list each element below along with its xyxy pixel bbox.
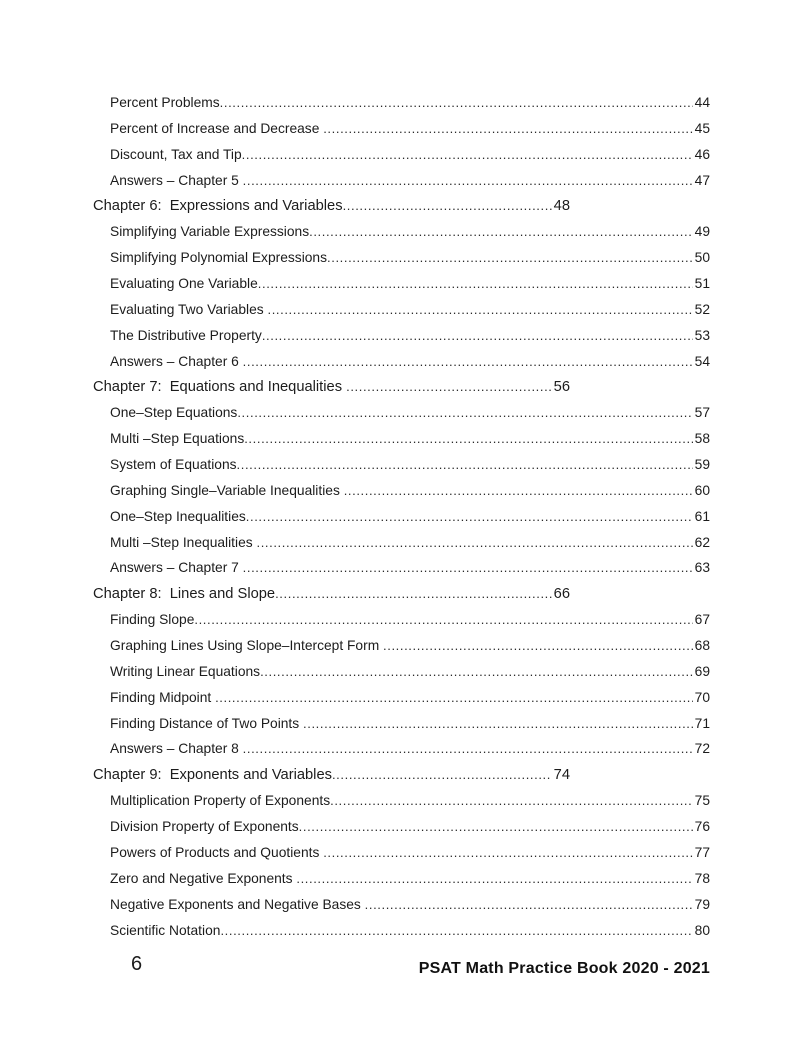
toc-entry-label: Negative Exponents and Negative Bases	[110, 896, 365, 912]
toc-item-row	[93, 685, 710, 711]
toc-item-row	[93, 297, 710, 323]
toc-entry-label: Finding Distance of Two Points	[110, 715, 304, 731]
toc-entry-label: Answers – Chapter 8	[110, 741, 243, 757]
toc-entry-label: Discount, Tax and Tip	[110, 146, 242, 162]
toc-entry-page: 68	[694, 638, 710, 654]
toc-entry-page: 59	[694, 457, 710, 473]
dot-leader	[237, 452, 693, 478]
dot-leader	[243, 168, 693, 194]
toc-entry-page: 78	[694, 870, 710, 886]
toc-item-row	[93, 271, 710, 297]
toc-entry-label: Simplifying Variable Expressions	[110, 224, 310, 240]
toc-entry-label: The Distributive Property	[110, 327, 262, 343]
dot-leader	[346, 374, 552, 400]
dot-leader	[194, 607, 692, 633]
toc-item-row	[93, 892, 710, 918]
dot-leader	[332, 762, 552, 788]
footer-page-number: 6	[131, 953, 143, 975]
toc-item-row	[93, 736, 710, 762]
toc-entry-label: Chapter 8: Lines and Slope	[93, 586, 276, 603]
toc-entry-page: 74	[553, 767, 570, 784]
toc-entry-page: 56	[553, 379, 570, 396]
toc-entry-page: 54	[694, 353, 710, 369]
toc-entry-label: Multi –Step Inequalities	[110, 534, 257, 550]
toc-entry-page: 58	[694, 431, 710, 447]
dot-leader	[296, 866, 692, 892]
toc-entry-page: 79	[694, 896, 710, 912]
toc-entry-page: 48	[553, 198, 570, 215]
toc-item-row	[93, 659, 710, 685]
toc-item-row	[93, 814, 710, 840]
toc-entry-label: Finding Slope	[110, 612, 195, 628]
toc-entry-label: Finding Midpoint	[110, 689, 216, 705]
toc-entry-label: Answers – Chapter 7	[110, 560, 243, 576]
toc-item-row	[93, 711, 710, 737]
toc-entry-label: Multi –Step Equations	[110, 431, 245, 447]
toc-entry-page: 63	[694, 560, 710, 576]
dot-leader	[243, 555, 693, 581]
toc-entry-page: 75	[694, 793, 710, 809]
dot-leader	[258, 271, 693, 297]
dot-leader	[343, 193, 552, 219]
dot-leader	[244, 426, 692, 452]
toc-entry-page: 72	[694, 741, 710, 757]
toc-item-row	[93, 788, 710, 814]
toc-entry-label: Chapter 9: Exponents and Variables	[93, 767, 332, 784]
toc-entry-page: 49	[694, 224, 710, 240]
toc-entry-label: Powers of Products and Quotients	[110, 844, 324, 860]
toc-entry-page: 46	[694, 146, 710, 162]
toc-item-row	[93, 116, 710, 142]
toc-entry-label: Evaluating Two Variables	[110, 301, 268, 317]
toc-entry-label: Chapter 6: Expressions and Variables	[93, 198, 343, 215]
toc-entry-page: 76	[694, 819, 710, 835]
toc-entry-label: System of Equations	[110, 457, 237, 473]
toc-item-row	[93, 426, 710, 452]
toc-entry-label: Multiplication Property of Exponents	[110, 793, 331, 809]
toc-item-row	[93, 504, 710, 530]
toc-item-row	[93, 400, 710, 426]
dot-leader	[237, 400, 692, 426]
toc-item-row	[93, 349, 710, 375]
toc-entry-label: Division Property of Exponents	[110, 819, 299, 835]
dot-leader	[327, 245, 693, 271]
dot-leader	[256, 530, 692, 556]
toc-item-row	[93, 866, 710, 892]
toc-item-row	[93, 918, 710, 944]
toc-item-row	[93, 607, 710, 633]
dot-leader	[383, 633, 693, 659]
toc-entry-page: 80	[694, 922, 710, 938]
toc-chapter-row	[93, 193, 570, 219]
dot-leader	[309, 219, 693, 245]
toc-item-row	[93, 90, 710, 116]
toc-entry-page: 71	[694, 715, 710, 731]
toc-entry-label: One–Step Inequalities	[110, 508, 246, 524]
toc-entry-page: 47	[694, 172, 710, 188]
dot-leader	[220, 90, 693, 116]
toc-item-row	[93, 840, 710, 866]
toc-entry-page: 67	[694, 612, 710, 628]
toc-entry-page: 45	[694, 120, 710, 136]
toc-chapter-row	[93, 581, 570, 607]
toc-entry-label: Zero and Negative Exponents	[110, 870, 297, 886]
dot-leader	[267, 297, 692, 323]
toc-entry-label: Scientific Notation	[110, 922, 221, 938]
toc-entry-label: Chapter 7: Equations and Inequalities	[93, 379, 347, 396]
toc-entry-label: Writing Linear Equations	[110, 663, 261, 679]
table-of-contents	[93, 90, 710, 943]
toc-entry-label: Evaluating One Variable	[110, 276, 258, 292]
toc-entry-page: 50	[694, 250, 710, 266]
dot-leader	[275, 581, 552, 607]
dot-leader	[220, 918, 692, 944]
dot-leader	[262, 323, 693, 349]
toc-entry-page: 70	[694, 689, 710, 705]
toc-entry-page: 53	[694, 327, 710, 343]
toc-entry-label: Answers – Chapter 5	[110, 172, 243, 188]
toc-entry-page: 57	[694, 405, 710, 421]
toc-item-row	[93, 633, 710, 659]
toc-chapter-row	[93, 762, 570, 788]
toc-entry-page: 77	[694, 844, 710, 860]
toc-entry-page: 69	[694, 663, 710, 679]
dot-leader	[242, 142, 693, 168]
dot-leader	[243, 736, 693, 762]
dot-leader	[323, 116, 692, 142]
toc-entry-page: 44	[694, 95, 710, 110]
toc-entry-page: 66	[553, 586, 570, 603]
dot-leader	[365, 892, 693, 918]
dot-leader	[246, 504, 693, 530]
toc-item-row	[93, 323, 710, 349]
toc-entry-label: Percent Problems	[110, 95, 220, 110]
dot-leader	[299, 814, 693, 840]
toc-item-row	[93, 530, 710, 556]
dot-leader	[243, 349, 693, 375]
toc-entry-label: Graphing Single–Variable Inequalities	[110, 482, 344, 498]
toc-entry-label: Answers – Chapter 6	[110, 353, 243, 369]
toc-entry-page: 51	[694, 276, 710, 292]
dot-leader	[330, 788, 693, 814]
dot-leader	[260, 659, 693, 685]
toc-item-row	[93, 555, 710, 581]
toc-entry-page: 62	[694, 534, 710, 550]
toc-entry-label: One–Step Equations	[110, 405, 238, 421]
toc-entry-label: Simplifying Polynomial Expressions	[110, 250, 328, 266]
dot-leader	[215, 685, 693, 711]
toc-entry-page: 60	[694, 482, 710, 498]
toc-entry-label: Graphing Lines Using Slope–Intercept Form	[110, 638, 384, 654]
dot-leader	[323, 840, 692, 866]
toc-entry-label: Percent of Increase and Decrease	[110, 120, 324, 136]
toc-item-row	[93, 142, 710, 168]
toc-item-row	[93, 219, 710, 245]
toc-item-row	[93, 245, 710, 271]
footer-book-title: PSAT Math Practice Book 2020 - 2021	[418, 960, 710, 977]
toc-entry-page: 52	[694, 301, 710, 317]
dot-leader	[303, 711, 693, 737]
toc-item-row	[93, 478, 710, 504]
toc-chapter-row	[93, 374, 570, 400]
toc-item-row	[93, 168, 710, 194]
toc-item-row	[93, 452, 710, 478]
dot-leader	[344, 478, 693, 504]
toc-entry-page: 61	[694, 508, 710, 524]
